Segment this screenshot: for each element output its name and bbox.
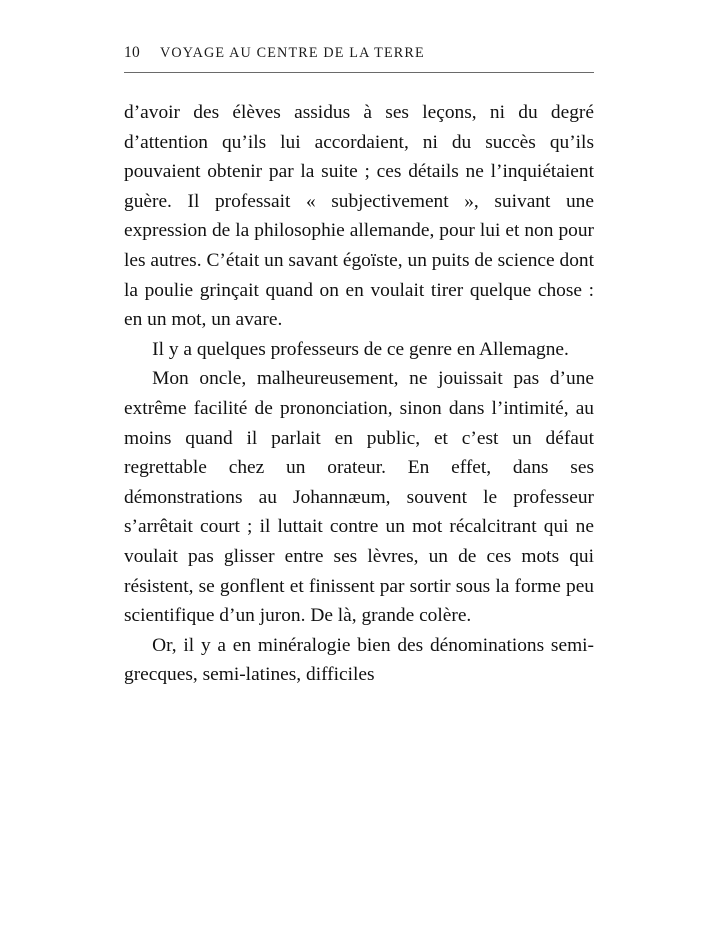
running-title: VOYAGE AU CENTRE DE LA TERRE xyxy=(160,45,425,61)
running-head xyxy=(124,44,594,62)
page-number: 10 xyxy=(124,44,141,61)
paragraph: Mon oncle, malheureusement, ne jouissait pas d’une extrême facilité de prononciation, sinon dans l’intimité, au moins quand il parlait en public, et c’est un défaut regrettable chez un orateur. En effet, dans ses démonstrations au Johannæum, souvent le professeur s’arrêtait court ; il luttait contre un mot récalcitrant qui ne voulait pas glisser entre ses lèvres, un de ces mots qui résistent, se gonflent et finissent par sortir sous la forme peu scientifique d’un juron. De là, grande colère. xyxy=(124,368,594,627)
paragraph: Il y a quelques professeurs de ce genre en Allemagne. xyxy=(152,338,569,360)
header-rule xyxy=(124,72,594,73)
paragraph: Or, il y a en minéralogie bien des dénominations semi-grecques, semi-latines, difficiles xyxy=(124,634,594,686)
body-text xyxy=(124,98,594,690)
paragraph: d’avoir des élèves assidus à ses leçons, ni du degré d’attention qu’ils lui accordaient, ni du succès qu’ils pouvaient obtenir par la suite ; ces détails ne l’inquiétaient guère. Il professait « subjectivement », suivant une expression de la philosophie allemande, pour lui et non pour les autres. C’était un savant égoïste, un puits de science dont la poulie grinçait quand on en voulait tirer quelque chose : en un mot, un avare. xyxy=(124,102,594,331)
